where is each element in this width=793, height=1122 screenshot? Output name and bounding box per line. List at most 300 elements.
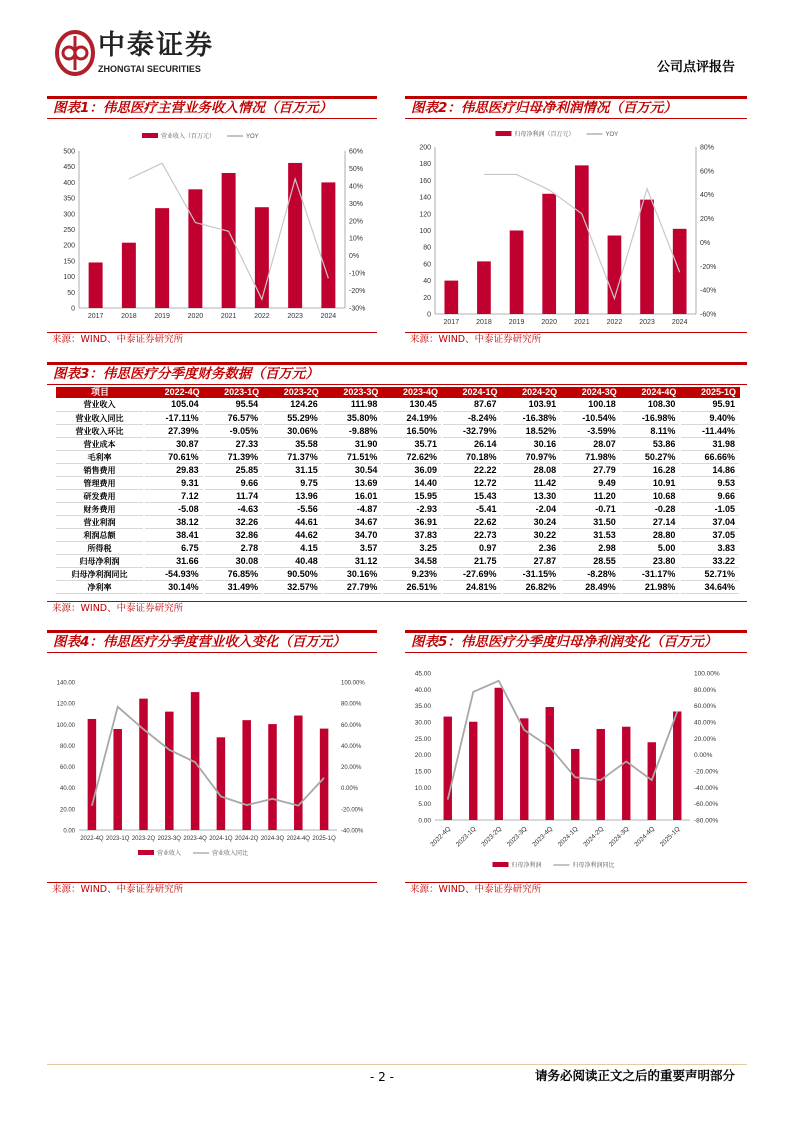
table-cell: 21.75 bbox=[442, 554, 502, 567]
table-row bbox=[56, 580, 740, 593]
y-tick-label: 100 bbox=[63, 274, 75, 282]
table-cell: 72.62% bbox=[382, 450, 442, 463]
bar bbox=[242, 720, 251, 830]
table-cell: 9.53 bbox=[680, 476, 740, 489]
y2-tick-label: 40.00% bbox=[341, 743, 362, 750]
column-header: 2023-2Q bbox=[263, 387, 323, 398]
x-tick-label: 2024 bbox=[320, 313, 337, 320]
y-tick-label: 40.00 bbox=[59, 786, 75, 793]
y-tick-label: 250 bbox=[63, 227, 75, 234]
table-cell: 30.54 bbox=[323, 463, 383, 476]
column-header: 2023-4Q bbox=[382, 387, 442, 398]
bar bbox=[510, 231, 524, 315]
y2-tick-label: -30% bbox=[349, 305, 366, 313]
y-tick-label: 40 bbox=[423, 278, 431, 286]
table-cell: 38.12 bbox=[144, 515, 204, 528]
table-cell: -17.11% bbox=[144, 411, 204, 424]
x-tick-label: 2024 bbox=[671, 319, 688, 325]
table-cell: 7.12 bbox=[144, 489, 204, 502]
legend-line-label: YOY bbox=[246, 134, 259, 140]
table-cell: 9.31 bbox=[144, 476, 204, 489]
divider bbox=[47, 332, 377, 333]
table-row bbox=[56, 515, 740, 528]
table-cell: -4.87 bbox=[323, 502, 383, 515]
table-cell: 5.00 bbox=[621, 541, 681, 554]
row-label: 毛利率 bbox=[56, 450, 144, 463]
y2-tick-label: 60% bbox=[700, 168, 715, 176]
logo-text-cn: 中泰证券 bbox=[98, 30, 214, 61]
table-cell: 3.25 bbox=[382, 541, 442, 554]
table-cell: 31.66 bbox=[144, 554, 204, 567]
table-cell: 40.48 bbox=[263, 554, 323, 567]
row-label: 所得税 bbox=[56, 541, 144, 554]
table-cell: 44.61 bbox=[263, 515, 323, 528]
row-label: 财务费用 bbox=[56, 502, 144, 515]
table-cell: 30.24 bbox=[502, 515, 562, 528]
table-cell: 34.67 bbox=[323, 515, 383, 528]
table-cell: -10.54% bbox=[561, 411, 621, 424]
yoy-line bbox=[92, 707, 324, 806]
table-cell: 27.79 bbox=[561, 463, 621, 476]
table-cell: 10.91 bbox=[621, 476, 681, 489]
table-cell: 22.73 bbox=[442, 528, 502, 541]
x-tick-label: 2021 bbox=[220, 313, 237, 320]
table-cell: 26.51% bbox=[382, 580, 442, 593]
table-cell: 27.14 bbox=[621, 515, 681, 528]
table-cell: 27.79% bbox=[323, 580, 383, 593]
logo-emblem-icon bbox=[55, 30, 95, 76]
table-cell: 35.71 bbox=[382, 437, 442, 450]
table-cell: 9.66 bbox=[204, 476, 264, 489]
bar bbox=[122, 243, 136, 308]
table-cell: 70.61% bbox=[144, 450, 204, 463]
legend-bar-swatch bbox=[496, 131, 512, 136]
y2-tick-label: 100.00% bbox=[341, 680, 365, 687]
table-cell: 11.74 bbox=[204, 489, 264, 502]
figure-5-title: 图表5：伟思医疗分季度归母净利润变化（百万元） bbox=[405, 630, 747, 653]
table-row bbox=[56, 567, 740, 580]
y-tick-label: 0 bbox=[71, 305, 75, 313]
x-tick-label: 2024-4Q bbox=[286, 836, 310, 842]
footer-divider bbox=[47, 1064, 747, 1065]
table-cell: 4.15 bbox=[263, 541, 323, 554]
table-cell: 9.49 bbox=[561, 476, 621, 489]
figure-5-chart bbox=[405, 660, 747, 875]
row-label: 研发费用 bbox=[56, 489, 144, 502]
x-tick-label: 2023-3Q bbox=[505, 825, 529, 849]
legend-bar-swatch bbox=[142, 133, 158, 138]
table-cell: 24.19% bbox=[382, 411, 442, 424]
table-row bbox=[56, 424, 740, 437]
table-cell: 35.80% bbox=[323, 411, 383, 424]
table-cell: 30.08 bbox=[204, 554, 264, 567]
table-cell: 76.57% bbox=[204, 411, 264, 424]
table-cell: 28.49% bbox=[561, 580, 621, 593]
table-cell: 34.64% bbox=[680, 580, 740, 593]
figure-4-source: 来源：WIND、中泰证券研究所 bbox=[52, 884, 184, 895]
table-cell: 50.27% bbox=[621, 450, 681, 463]
table-header-row bbox=[56, 387, 740, 398]
table-row bbox=[56, 411, 740, 424]
bar bbox=[268, 724, 277, 830]
table-cell: 2.78 bbox=[204, 541, 264, 554]
row-label: 归母净利润 bbox=[56, 554, 144, 567]
legend-line-label: YOY bbox=[605, 132, 619, 138]
table-cell: 9.66 bbox=[680, 489, 740, 502]
y2-tick-label: 100.00% bbox=[694, 670, 720, 678]
table-cell: 31.49% bbox=[204, 580, 264, 593]
row-label: 销售费用 bbox=[56, 463, 144, 476]
x-tick-label: 2024-1Q bbox=[556, 825, 580, 849]
table-cell: 95.91 bbox=[680, 398, 740, 411]
y-tick-label: 5.00 bbox=[418, 801, 431, 809]
x-tick-label: 2023-4Q bbox=[531, 825, 555, 849]
table-cell: 31.53 bbox=[561, 528, 621, 541]
y2-tick-label: 80% bbox=[700, 144, 715, 152]
table-cell: 8.11% bbox=[621, 424, 681, 437]
legend-bar-label: 营业收入 bbox=[157, 851, 182, 857]
bar bbox=[575, 165, 589, 314]
y2-tick-label: 0.00% bbox=[341, 786, 359, 793]
table-cell: 53.86 bbox=[621, 437, 681, 450]
y2-tick-label: 50% bbox=[349, 165, 364, 173]
y2-tick-label: -40.00% bbox=[341, 828, 364, 835]
bar bbox=[444, 281, 458, 314]
table-cell: -16.38% bbox=[502, 411, 562, 424]
y-tick-label: 30.00 bbox=[414, 719, 431, 727]
table-cell: -9.05% bbox=[204, 424, 264, 437]
y-tick-label: 25.00 bbox=[414, 735, 431, 743]
table-cell: 14.86 bbox=[680, 463, 740, 476]
table-cell: -1.05 bbox=[680, 502, 740, 515]
x-tick-label: 2023 bbox=[287, 313, 303, 320]
y2-tick-label: 60.00% bbox=[341, 722, 362, 729]
y2-tick-label: 20% bbox=[349, 218, 364, 226]
y2-tick-label: 60.00% bbox=[694, 703, 717, 711]
y-tick-label: 350 bbox=[63, 195, 75, 203]
table-cell: 124.26 bbox=[263, 398, 323, 411]
table-cell: 31.90 bbox=[323, 437, 383, 450]
divider bbox=[405, 882, 747, 883]
y2-tick-label: 20.00% bbox=[694, 735, 717, 743]
bar bbox=[288, 163, 302, 308]
column-header: 2024-1Q bbox=[442, 387, 502, 398]
table-cell: 2.36 bbox=[502, 541, 562, 554]
y-tick-label: 500 bbox=[63, 148, 75, 156]
table-cell: 3.83 bbox=[680, 541, 740, 554]
y2-tick-label: -10% bbox=[349, 270, 366, 278]
y-tick-label: 60 bbox=[423, 261, 431, 269]
x-tick-label: 2020 bbox=[187, 313, 204, 320]
x-tick-label: 2023-4Q bbox=[183, 836, 207, 842]
table-row bbox=[56, 554, 740, 567]
table-cell: 37.05 bbox=[680, 528, 740, 541]
y-tick-label: 400 bbox=[63, 179, 75, 187]
y-tick-label: 100 bbox=[419, 228, 431, 235]
y2-tick-label: 80.00% bbox=[694, 686, 717, 694]
table-cell: 22.62 bbox=[442, 515, 502, 528]
y-tick-label: 120.00 bbox=[56, 701, 75, 708]
x-tick-label: 2024-3Q bbox=[260, 836, 285, 842]
table-cell: 100.18 bbox=[561, 398, 621, 411]
table-cell: 30.16% bbox=[323, 567, 383, 580]
table-cell: 30.22 bbox=[502, 528, 562, 541]
table-cell: 26.82% bbox=[502, 580, 562, 593]
y2-tick-label: -20.00% bbox=[694, 768, 719, 776]
figure-1-title: 图表1：伟思医疗主营业务收入情况（百万元） bbox=[47, 96, 377, 119]
y-tick-label: 15.00 bbox=[414, 768, 431, 776]
x-tick-label: 2023-1Q bbox=[106, 836, 130, 842]
y-tick-label: 10.00 bbox=[414, 784, 431, 792]
x-tick-label: 2017 bbox=[443, 319, 460, 325]
y2-tick-label: -40% bbox=[700, 287, 717, 295]
table-cell: -31.17% bbox=[621, 567, 681, 580]
logo-text-en: ZHONGTAI SECURITIES bbox=[98, 64, 201, 74]
y-tick-label: 40.00 bbox=[414, 686, 431, 694]
table-cell: 103.91 bbox=[502, 398, 562, 411]
table-cell: -54.93% bbox=[144, 567, 204, 580]
bar bbox=[495, 688, 503, 820]
row-label: 净利率 bbox=[56, 580, 144, 593]
bar bbox=[597, 729, 605, 820]
table-row bbox=[56, 502, 740, 515]
table-cell: 27.33 bbox=[204, 437, 264, 450]
table-cell: 3.57 bbox=[323, 541, 383, 554]
y2-tick-label: 40.00% bbox=[694, 719, 717, 727]
table-cell: -0.71 bbox=[561, 502, 621, 515]
figure-2-chart bbox=[405, 125, 747, 325]
row-label: 营业收入环比 bbox=[56, 424, 144, 437]
legend-bar-swatch bbox=[138, 850, 154, 855]
table-cell: 71.39% bbox=[204, 450, 264, 463]
bar bbox=[622, 727, 630, 820]
row-label: 营业收入 bbox=[56, 398, 144, 411]
legend-bar-swatch bbox=[493, 862, 509, 867]
table-cell: 18.52% bbox=[502, 424, 562, 437]
bar bbox=[188, 189, 202, 308]
legend-line-label: 归母净利润同比 bbox=[572, 863, 615, 869]
y2-tick-label: 40% bbox=[349, 183, 364, 191]
table-cell: 28.80 bbox=[621, 528, 681, 541]
y-tick-label: 150 bbox=[63, 258, 75, 266]
bar bbox=[477, 261, 491, 314]
y2-tick-label: 0% bbox=[349, 253, 360, 261]
x-tick-label: 2023-2Q bbox=[131, 836, 156, 842]
y-tick-label: 60.00 bbox=[59, 765, 75, 772]
table-cell: 105.04 bbox=[144, 398, 204, 411]
table-cell: 34.58 bbox=[382, 554, 442, 567]
x-tick-label: 2023-2Q bbox=[480, 825, 504, 849]
column-header: 2022-4Q bbox=[144, 387, 204, 398]
bar bbox=[255, 207, 269, 308]
bar bbox=[89, 262, 103, 308]
y-tick-label: 80.00 bbox=[59, 743, 75, 750]
x-tick-label: 2022 bbox=[254, 313, 270, 320]
divider bbox=[47, 882, 377, 883]
table-cell: 11.20 bbox=[561, 489, 621, 502]
y-tick-label: 450 bbox=[63, 164, 75, 172]
table-cell: -8.24% bbox=[442, 411, 502, 424]
column-header: 2024-2Q bbox=[502, 387, 562, 398]
yoy-line bbox=[448, 681, 678, 800]
y2-tick-label: 10% bbox=[349, 235, 364, 243]
y2-tick-label: -20% bbox=[349, 288, 366, 296]
table-cell: 23.80 bbox=[621, 554, 681, 567]
table-cell: 31.98 bbox=[680, 437, 740, 450]
table-cell: 38.41 bbox=[144, 528, 204, 541]
bar bbox=[571, 749, 579, 820]
y-tick-label: 100.00 bbox=[56, 722, 75, 729]
y-tick-label: 140.00 bbox=[56, 680, 75, 687]
bar bbox=[320, 729, 329, 830]
table-cell: 31.12 bbox=[323, 554, 383, 567]
x-tick-label: 2022-4Q bbox=[80, 836, 104, 842]
y2-tick-label: -60% bbox=[700, 311, 717, 319]
row-label: 归母净利润同比 bbox=[56, 567, 144, 580]
x-tick-label: 2025-1Q bbox=[312, 836, 336, 842]
table-cell: 15.95 bbox=[382, 489, 442, 502]
y-tick-label: 300 bbox=[63, 211, 75, 219]
disclaimer: 请务必阅读正文之后的重要声明部分 bbox=[534, 1068, 735, 1083]
bar bbox=[217, 737, 226, 830]
table-cell: -4.63 bbox=[204, 502, 264, 515]
table-cell: 34.70 bbox=[323, 528, 383, 541]
table-cell: 16.50% bbox=[382, 424, 442, 437]
table-cell: 30.06% bbox=[263, 424, 323, 437]
bar bbox=[321, 182, 335, 308]
table-cell: 108.30 bbox=[621, 398, 681, 411]
table-cell: 10.68 bbox=[621, 489, 681, 502]
divider bbox=[47, 601, 747, 602]
table-cell: 87.67 bbox=[442, 398, 502, 411]
y-tick-label: 35.00 bbox=[414, 703, 431, 711]
quarterly-financial-table bbox=[56, 387, 741, 594]
table-cell: 28.55 bbox=[561, 554, 621, 567]
table-cell: 71.98% bbox=[561, 450, 621, 463]
table-cell: 33.22 bbox=[680, 554, 740, 567]
column-header: 2023-1Q bbox=[204, 387, 264, 398]
figure-4-title: 图表4：伟思医疗分季度营业收入变化（百万元） bbox=[47, 630, 377, 653]
table-cell: 44.62 bbox=[263, 528, 323, 541]
y2-tick-label: -20% bbox=[700, 263, 717, 271]
table-cell: 16.01 bbox=[323, 489, 383, 502]
bar bbox=[294, 716, 303, 830]
table-cell: 31.50 bbox=[561, 515, 621, 528]
table-cell: 30.87 bbox=[144, 437, 204, 450]
table-cell: 21.98% bbox=[621, 580, 681, 593]
table-cell: -5.56 bbox=[263, 502, 323, 515]
table-cell: 11.42 bbox=[502, 476, 562, 489]
y-tick-label: 45.00 bbox=[414, 670, 431, 678]
table-cell: 13.96 bbox=[263, 489, 323, 502]
table-cell: 31.15 bbox=[263, 463, 323, 476]
row-label: 营业收入同比 bbox=[56, 411, 144, 424]
x-tick-label: 2023-3Q bbox=[157, 836, 181, 842]
y-tick-label: 180 bbox=[419, 161, 431, 169]
y-tick-label: 140 bbox=[419, 194, 431, 202]
table-cell: 13.69 bbox=[323, 476, 383, 489]
y2-tick-label: 0% bbox=[700, 239, 711, 247]
table-cell: 130.45 bbox=[382, 398, 442, 411]
table-cell: 32.26 bbox=[204, 515, 264, 528]
table-cell: 30.16 bbox=[502, 437, 562, 450]
bar bbox=[155, 208, 169, 308]
table-cell: 13.30 bbox=[502, 489, 562, 502]
figure-4-chart bbox=[47, 665, 377, 865]
y-tick-label: 0.00 bbox=[418, 817, 431, 825]
y2-tick-label: 80.00% bbox=[341, 701, 362, 708]
table-cell: 36.09 bbox=[382, 463, 442, 476]
y2-tick-label: 40% bbox=[700, 192, 715, 200]
table-cell: 29.83 bbox=[144, 463, 204, 476]
bar bbox=[88, 719, 97, 830]
bar bbox=[546, 707, 554, 820]
table-row bbox=[56, 437, 740, 450]
x-tick-label: 2023 bbox=[639, 319, 655, 325]
table-cell: -27.69% bbox=[442, 567, 502, 580]
y2-tick-label: 20% bbox=[700, 216, 715, 224]
table-cell: 16.28 bbox=[621, 463, 681, 476]
table-cell: -31.15% bbox=[502, 567, 562, 580]
x-tick-label: 2021 bbox=[574, 319, 590, 325]
table-cell: 111.98 bbox=[323, 398, 383, 411]
y2-tick-label: 20.00% bbox=[341, 765, 362, 772]
bar bbox=[469, 722, 477, 820]
x-tick-label: 2024-3Q bbox=[607, 825, 631, 849]
figure-3-title: 图表3：伟思医疗分季度财务数据（百万元） bbox=[47, 362, 747, 385]
table-cell: 90.50% bbox=[263, 567, 323, 580]
table-cell: 36.91 bbox=[382, 515, 442, 528]
x-tick-label: 2022 bbox=[606, 319, 623, 325]
table-cell: -0.28 bbox=[621, 502, 681, 515]
table-cell: -2.93 bbox=[382, 502, 442, 515]
y-tick-label: 50 bbox=[67, 289, 75, 297]
table-cell: 71.51% bbox=[323, 450, 383, 463]
legend-bar-label: 归母净利润（百万元） bbox=[514, 132, 575, 138]
x-tick-label: 2019 bbox=[508, 319, 525, 325]
table-cell: 28.08 bbox=[502, 463, 562, 476]
x-tick-label: 2024-4Q bbox=[633, 825, 657, 849]
table-cell: 35.58 bbox=[263, 437, 323, 450]
y-tick-label: 120 bbox=[419, 211, 431, 219]
table-cell: 9.40% bbox=[680, 411, 740, 424]
column-header: 2024-3Q bbox=[561, 387, 621, 398]
y2-tick-label: -60.00% bbox=[694, 801, 719, 809]
column-header: 2025-1Q bbox=[680, 387, 740, 398]
bar bbox=[608, 236, 622, 314]
y-tick-label: 0 bbox=[427, 311, 431, 319]
x-tick-label: 2017 bbox=[87, 313, 104, 320]
x-tick-label: 2024-2Q bbox=[582, 825, 606, 849]
y-tick-label: 20.00 bbox=[414, 752, 431, 760]
table-cell: -2.04 bbox=[502, 502, 562, 515]
table-cell: 9.23% bbox=[382, 567, 442, 580]
table-cell: 55.29% bbox=[263, 411, 323, 424]
table-row bbox=[56, 476, 740, 489]
figure-5-source: 来源：WIND、中泰证券研究所 bbox=[410, 884, 542, 895]
y2-tick-label: 30% bbox=[349, 200, 364, 208]
column-header: 2023-3Q bbox=[323, 387, 383, 398]
legend-bar-label: 归母净利润 bbox=[511, 863, 542, 869]
y2-tick-label: -40.00% bbox=[694, 784, 719, 792]
y-tick-label: 200 bbox=[63, 242, 75, 250]
table-row bbox=[56, 450, 740, 463]
table-cell: -3.59% bbox=[561, 424, 621, 437]
table-row bbox=[56, 489, 740, 502]
table-cell: 37.04 bbox=[680, 515, 740, 528]
y-tick-label: 0.00 bbox=[63, 828, 75, 835]
row-label: 利润总额 bbox=[56, 528, 144, 541]
